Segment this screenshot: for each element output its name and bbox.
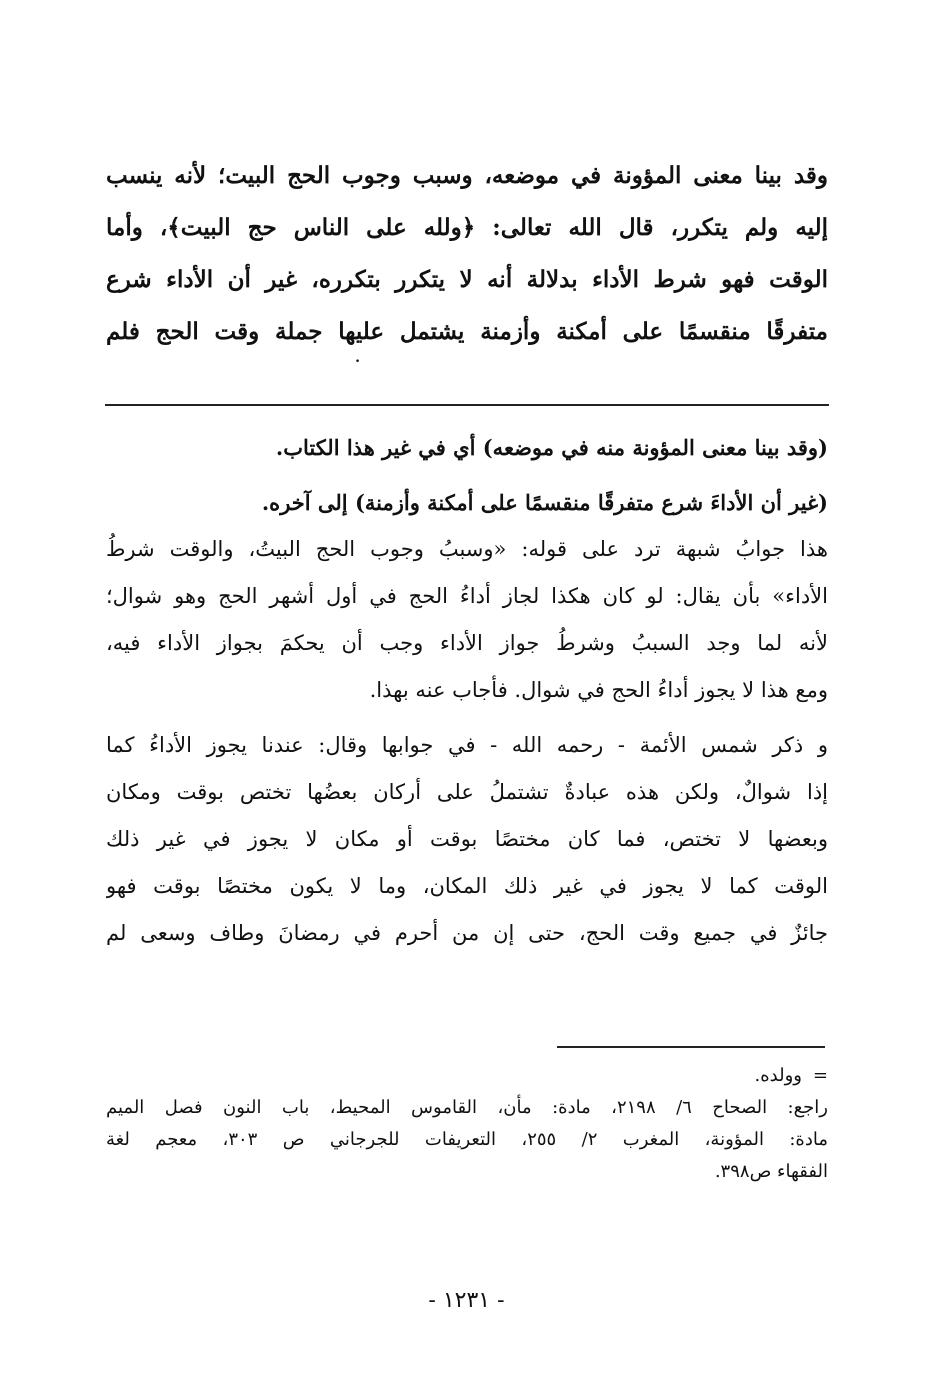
commentary-paragraph (106, 722, 828, 957)
commentary-paragraph (106, 479, 828, 714)
continuation-mark: = (812, 1065, 828, 1086)
main-text (106, 150, 828, 366)
commentary-line: وبعضها لا تختص، فما كان مختصًا بوقت أو مكان لا يجوز في غير ذلك (106, 827, 828, 851)
footnote-line: الفقهاء ص٣٩٨. (714, 1161, 828, 1182)
main-divider (105, 404, 829, 406)
commentary-line: جائزٌ في جميع وقت الحج، حتى إن من أحرم في رمضانَ وطاف وسعى لم (106, 921, 828, 945)
main-text-line: إليه ولم يتكرر، قال الله تعالى: ﴿ولله على الناس حج البيت﴾، وأما (106, 214, 828, 241)
page-number: - ١٢٣١ - (428, 1288, 505, 1313)
footnote-line: راجع: الصحاح ٦/ ٢١٩٨، مادة: مأن، القاموس المحيط، باب النون فصل الميم (106, 1097, 828, 1118)
footnote-line: مادة: المؤونة، المغرب ٢/ ٢٥٥، التعريفات للجرجاني ص ٣٠٣، معجم لغة (106, 1129, 828, 1150)
commentary-line: لأنه لما وجد السببُ وشرطُ جواز الأداء وجب أن يحكمَ بجواز الأداء فيه، (106, 631, 828, 655)
footnote-line (106, 1060, 828, 1092)
trailing-mark: . (355, 350, 360, 366)
main-text-line: الوقت فهو شرط الأداء بدلالة أنه لا يتكرر بتكرره، غير أن الأداء شرع (106, 266, 828, 293)
commentary (106, 424, 828, 965)
commentary-paragraph (106, 424, 828, 471)
footnote-line-text: وولده. (754, 1065, 802, 1086)
commentary-line: (وقد بينا معنى المؤونة منه في موضعه) أي في غير هذا الكتاب. (275, 435, 828, 460)
commentary-line: و ذكر شمس الأئمة - رحمه الله - في جوابها وقال: عندنا يجوز الأداءُ كما (106, 733, 828, 757)
commentary-line: (غير أن الأداءَ شرع متفرقًا منقسمًا على أمكنة وأزمنة) إلى آخره. (261, 490, 828, 515)
commentary-line: الأداء» بأن يقال: لو كان هكذا لجاز أداءُ الحج في أول أشهر الحج وهو شوال؛ (106, 584, 828, 608)
commentary-line: الوقت كما لا يجوز في غير ذلك المكان، وما لا يكون مختصًا بوقت فهو (106, 874, 828, 898)
footnotes (106, 1060, 828, 1188)
commentary-line: ومع هذا لا يجوز أداءُ الحج في شوال. فأجاب عنه بهذا. (369, 678, 828, 702)
main-text-line: متفرقًا منقسمًا على أمكنة وأزمنة يشتمل عليها جملة وقت الحج فلم (106, 318, 828, 345)
commentary-line: هذا جوابُ شبهة ترد على قوله: «وسببُ وجوب الحج البيتُ، والوقت شرطُ (106, 537, 828, 561)
footnote-divider (557, 1046, 825, 1048)
main-text-line: وقد بينا معنى المؤونة في موضعه، وسبب وجوب الحج البيت؛ لأنه ينسب (106, 162, 828, 189)
commentary-line: إذا شوالٌ، ولكن هذه عبادةٌ تشتملُ على أركان بعضُها تختص بوقت ومكان (106, 780, 828, 804)
